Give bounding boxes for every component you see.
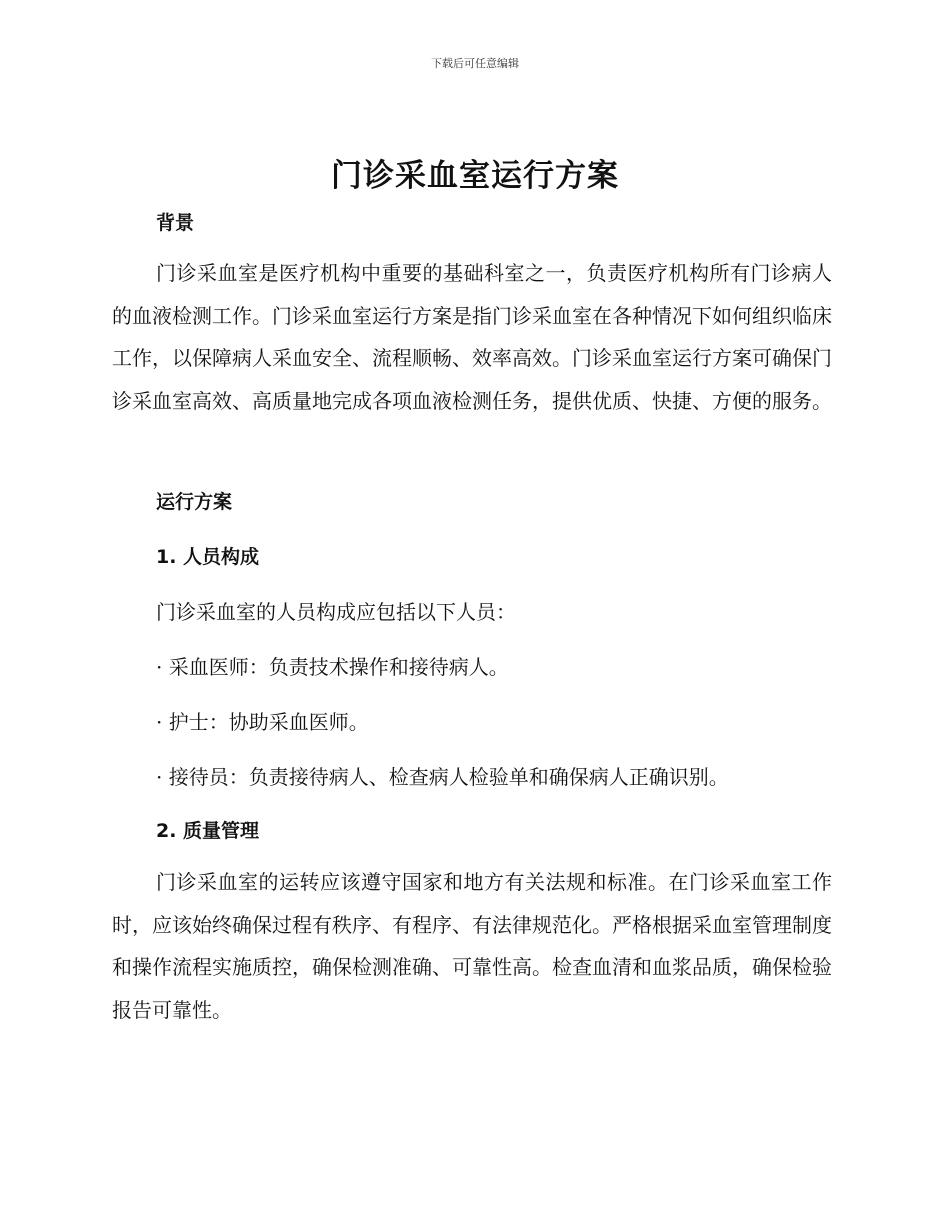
- page-header-note: 下载后可任意编辑: [431, 57, 519, 70]
- section-heading-background: 背景: [156, 212, 195, 234]
- document-title: 门诊采血室运行方案: [331, 158, 619, 194]
- list-item: · 采血医师：负责技术操作和接待病人。: [156, 655, 509, 679]
- section-heading-quality: 2. 质量管理: [156, 820, 260, 842]
- staff-intro: 门诊采血室的人员构成应包括以下人员：: [156, 600, 516, 624]
- list-item: · 接待员：负责接待病人、检查病人检验单和确保病人正确识别。: [156, 765, 729, 789]
- quality-paragraph: 门诊采血室的运转应该遵守国家和地方有关法规和标准。在门诊采血室工作时，应该始终确保过程有秩序、有程序、有法律规范化。严格根据采血室管理制度和操作流程实施质控，确保检测准确、可靠性高。检查血清和血浆品质，确保检验报告可靠性。: [112, 870, 832, 1022]
- section-heading-staff: 1. 人员构成: [156, 546, 260, 568]
- background-paragraph: 门诊采血室是医疗机构中重要的基础科室之一，负责医疗机构所有门诊病人的血液检测工作。门诊采血室运行方案是指门诊采血室在各种情况下如何组织临床工作，以保障病人采血安全、流程顺畅、效率高效。门诊采血室运行方案可确保门诊采血室高效、高质量地完成各项血液检测任务，提供优质、快捷、方便的服务。: [112, 261, 832, 413]
- list-item: · 护士：协助采血医师。: [156, 710, 369, 734]
- section-heading-plan: 运行方案: [156, 491, 233, 513]
